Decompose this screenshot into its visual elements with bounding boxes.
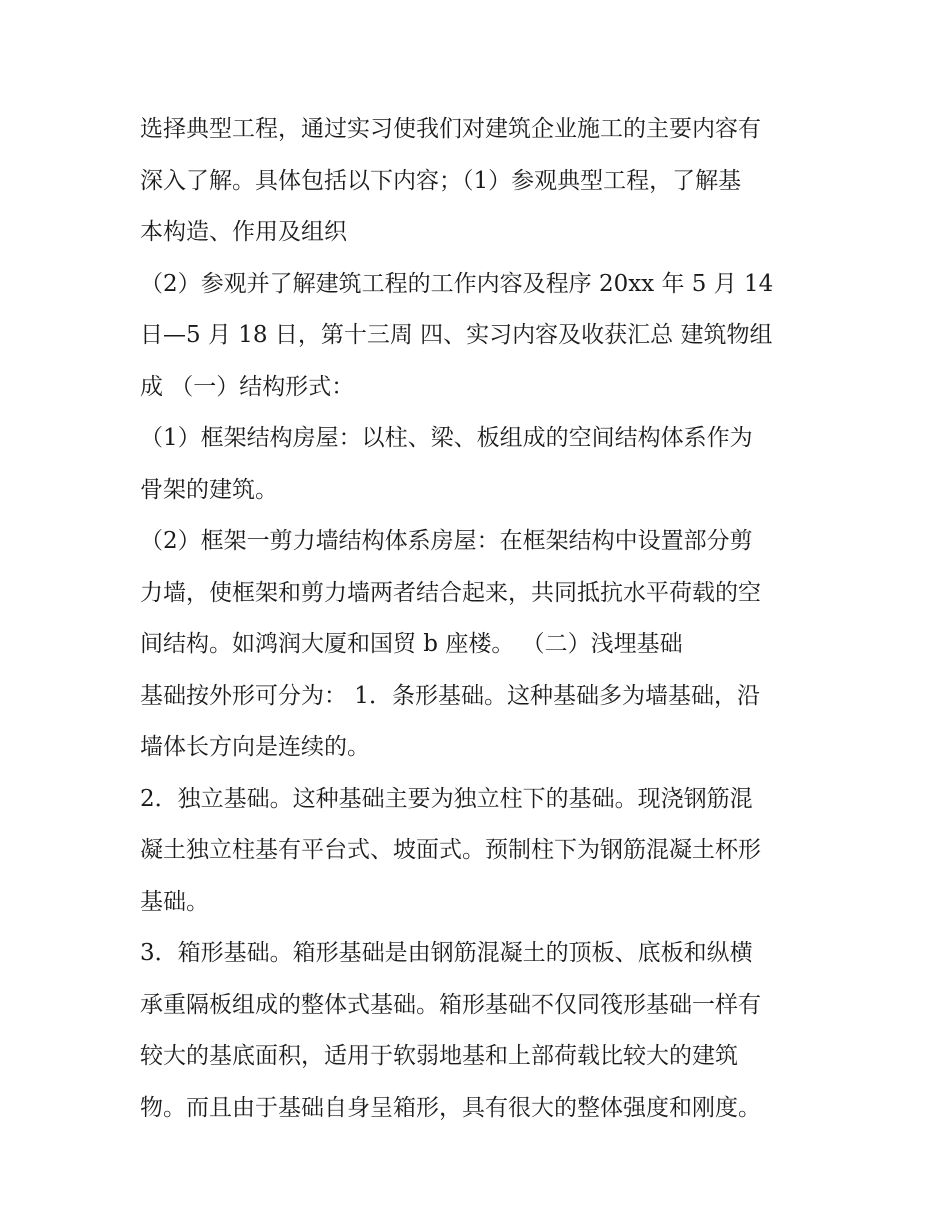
text-line: （2）框架一剪力墙结构体系房屋：在框架结构中设置部分剪 bbox=[140, 528, 753, 554]
text-line: 成 （一）结构形式： bbox=[140, 373, 355, 400]
text-line: 物。而且由于基础自身呈箱形，具有很大的整体强度和刚度。 bbox=[140, 1094, 761, 1121]
text-line: （1）框架结构房屋：以柱、梁、板组成的空间结构体系作为 bbox=[140, 425, 753, 451]
text-line: 基础。 bbox=[140, 888, 209, 915]
text-line: 凝土独立柱基有平台式、坡面式。预制柱下为钢筋混凝土杯形 bbox=[140, 837, 761, 863]
text-line: 选择典型工程，通过实习使我们对建筑企业施工的主要内容有 bbox=[140, 116, 761, 142]
body-text bbox=[140, 104, 820, 1134]
text-line: 骨架的建筑。 bbox=[140, 476, 278, 503]
text-line: 间结构。如鸿润大厦和国贸 b 座楼。 （二）浅埋基础 bbox=[140, 631, 683, 657]
text-line: 深入了解。具体包括以下内容；（1）参观典型工程，了解基 bbox=[140, 167, 742, 194]
text-line: 墙体长方向是连续的。 bbox=[140, 734, 370, 760]
text-line: 2．独立基础。这种基础主要为独立柱下的基础。现浇钢筋混 bbox=[140, 785, 753, 812]
text-line: 较大的基底面积，适用于软弱地基和上部荷载比较大的建筑 bbox=[140, 1043, 738, 1069]
text-line: 力墙，使框架和剪力墙两者结合起来，共同抵抗水平荷载的空 bbox=[140, 579, 761, 606]
text-line: （2）参观并了解建筑工程的工作内容及程序 20xx 年 5 月 14 bbox=[140, 270, 774, 297]
text-line: 3．箱形基础。箱形基础是由钢筋混凝土的顶板、底板和纵横 bbox=[140, 940, 753, 966]
text-line: 承重隔板组成的整体式基础。箱形基础不仅同筏形基础一样有 bbox=[140, 991, 761, 1018]
text-line: 基础按外形可分为： 1．条形基础。这种基础多为墙基础，沿 bbox=[140, 682, 760, 709]
text-line: 本构造、作用及组织 bbox=[140, 219, 347, 245]
text-line: 日—5 月 18 日，第十三周 四、实习内容及收获汇总 建筑物组 bbox=[140, 322, 773, 348]
